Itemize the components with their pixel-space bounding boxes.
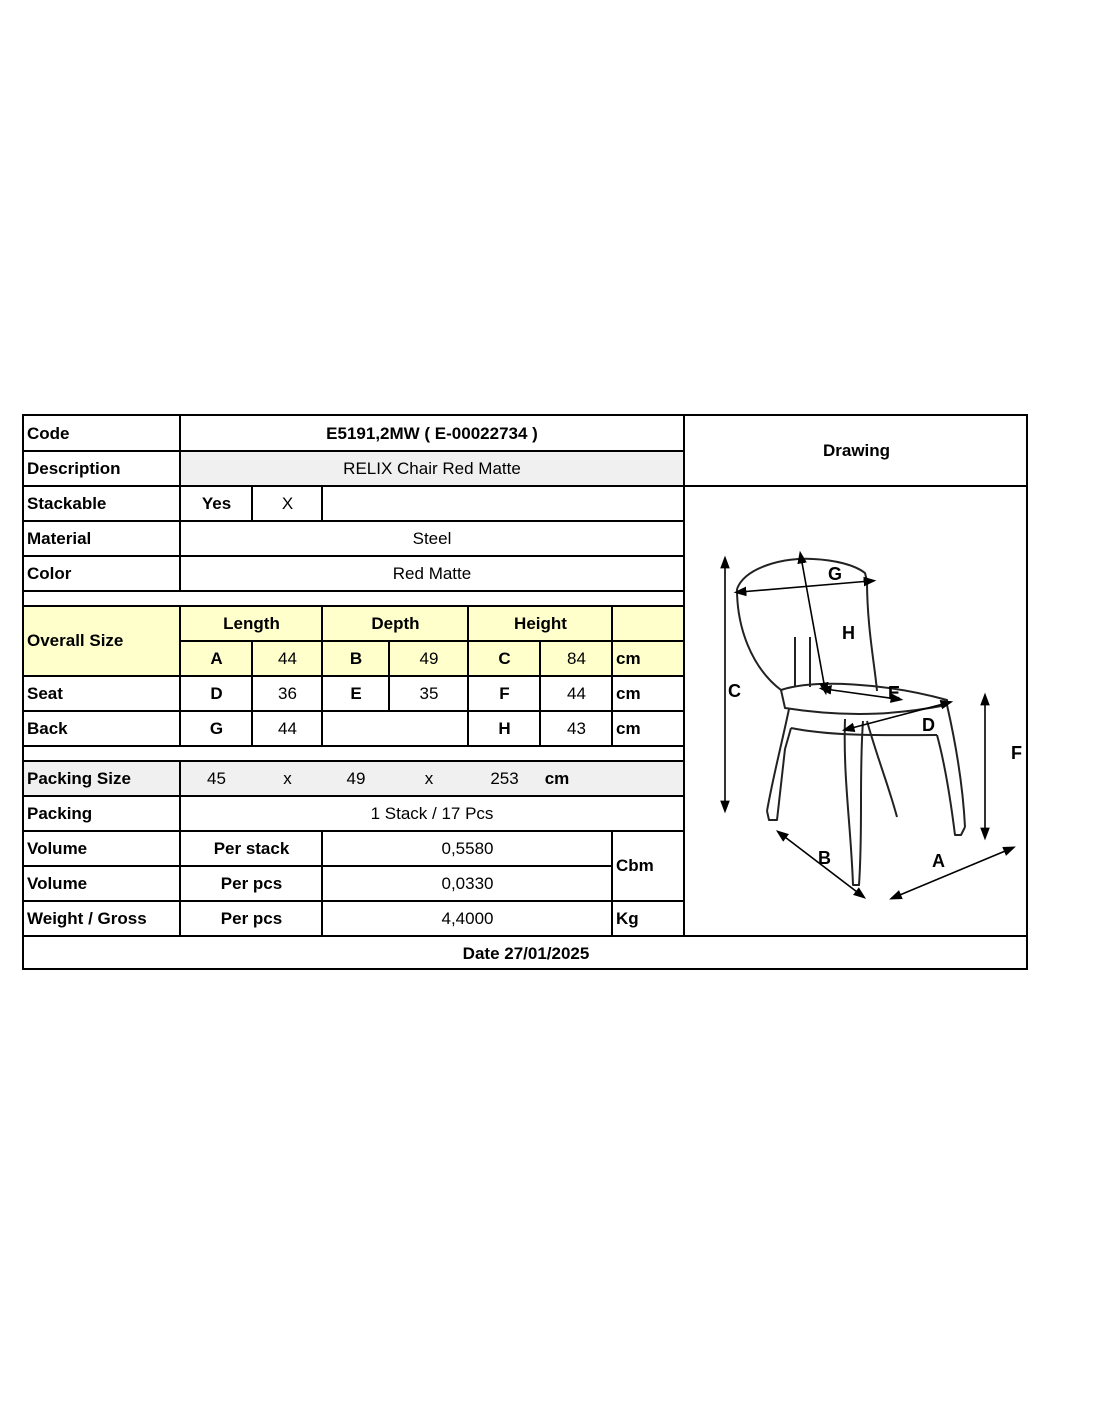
volume-stack-value: 0,5580 <box>441 838 494 858</box>
product-spec-sheet <box>22 414 1028 970</box>
overall-c-key: C <box>498 648 511 668</box>
seat-d-key: D <box>210 683 223 703</box>
back-unit: cm <box>616 718 641 738</box>
volume-pcs-per: Per pcs <box>220 873 283 893</box>
dim-label-a: A <box>932 851 945 871</box>
packing-size-unit: cm <box>544 768 570 788</box>
seat-e-key: E <box>350 683 362 703</box>
stackable-label: Stackable <box>27 493 107 513</box>
overall-c-value: 84 <box>567 648 586 668</box>
code-label: Code <box>27 423 70 443</box>
dim-label-g: G <box>828 564 843 584</box>
seat-e-value: 35 <box>419 683 439 703</box>
date-footer: Date 27/01/2025 <box>462 943 590 963</box>
seat-unit: cm <box>616 683 641 703</box>
height-header: Height <box>514 613 567 633</box>
dim-label-e: E <box>888 683 901 703</box>
back-h-value: 43 <box>567 718 586 738</box>
packing-value: 1 Stack / 17 Pcs <box>370 803 494 823</box>
description-value: RELIX Chair Red Matte <box>343 458 521 478</box>
dim-label-c: C <box>728 681 741 701</box>
packing-size-label: Packing Size <box>27 768 131 788</box>
stackable-answer: Yes <box>201 493 232 513</box>
weight-label: Weight / Gross <box>27 908 147 928</box>
overall-size-label: Overall Size <box>27 631 124 650</box>
packing-size-height: 253 <box>490 768 519 788</box>
volume-stack-label: Volume <box>27 838 88 858</box>
back-g-key: G <box>209 718 224 738</box>
packing-size-width: 49 <box>346 768 366 788</box>
back-h-key: H <box>498 718 511 738</box>
back-g-value: 44 <box>278 718 297 738</box>
packing-size-length: 45 <box>207 768 226 788</box>
volume-pcs-label: Volume <box>27 873 88 893</box>
stackable-mark: X <box>281 493 294 513</box>
dim-label-d: D <box>922 715 935 735</box>
code-value: E5191,2MW ( E-00022734 ) <box>326 423 538 443</box>
overall-a-value: 44 <box>278 648 297 668</box>
volume-stack-per: Per stack <box>213 838 290 858</box>
color-value: Red Matte <box>392 563 472 583</box>
seat-label: Seat <box>27 683 63 703</box>
packing-label: Packing <box>27 803 93 823</box>
seat-f-value: 44 <box>567 683 586 703</box>
packing-size-x2: x <box>424 768 434 788</box>
seat-d-value: 36 <box>278 683 297 703</box>
weight-value: 4,4000 <box>441 908 494 928</box>
drawing-title: Drawing <box>822 441 891 460</box>
volume-pcs-value: 0,0330 <box>441 873 494 893</box>
dim-label-b: B <box>818 848 831 868</box>
length-header: Length <box>223 613 280 633</box>
dim-label-h: H <box>842 623 855 643</box>
chair-drawing <box>685 487 1028 935</box>
overall-unit: cm <box>616 648 641 668</box>
weight-per: Per pcs <box>220 908 283 928</box>
depth-header: Depth <box>371 613 420 633</box>
overall-a-key: A <box>210 648 223 668</box>
packing-size-x1: x <box>283 768 292 788</box>
volume-unit: Cbm <box>616 856 654 875</box>
material-label: Material <box>27 528 92 548</box>
back-label: Back <box>27 718 68 738</box>
seat-f-key: F <box>499 683 510 703</box>
dim-label-f: F <box>1011 743 1022 763</box>
description-label: Description <box>27 458 121 478</box>
material-value: Steel <box>412 528 452 548</box>
color-label: Color <box>27 563 72 583</box>
overall-b-key: B <box>349 648 363 668</box>
overall-b-value: 49 <box>419 648 439 668</box>
weight-unit: Kg <box>616 908 639 928</box>
